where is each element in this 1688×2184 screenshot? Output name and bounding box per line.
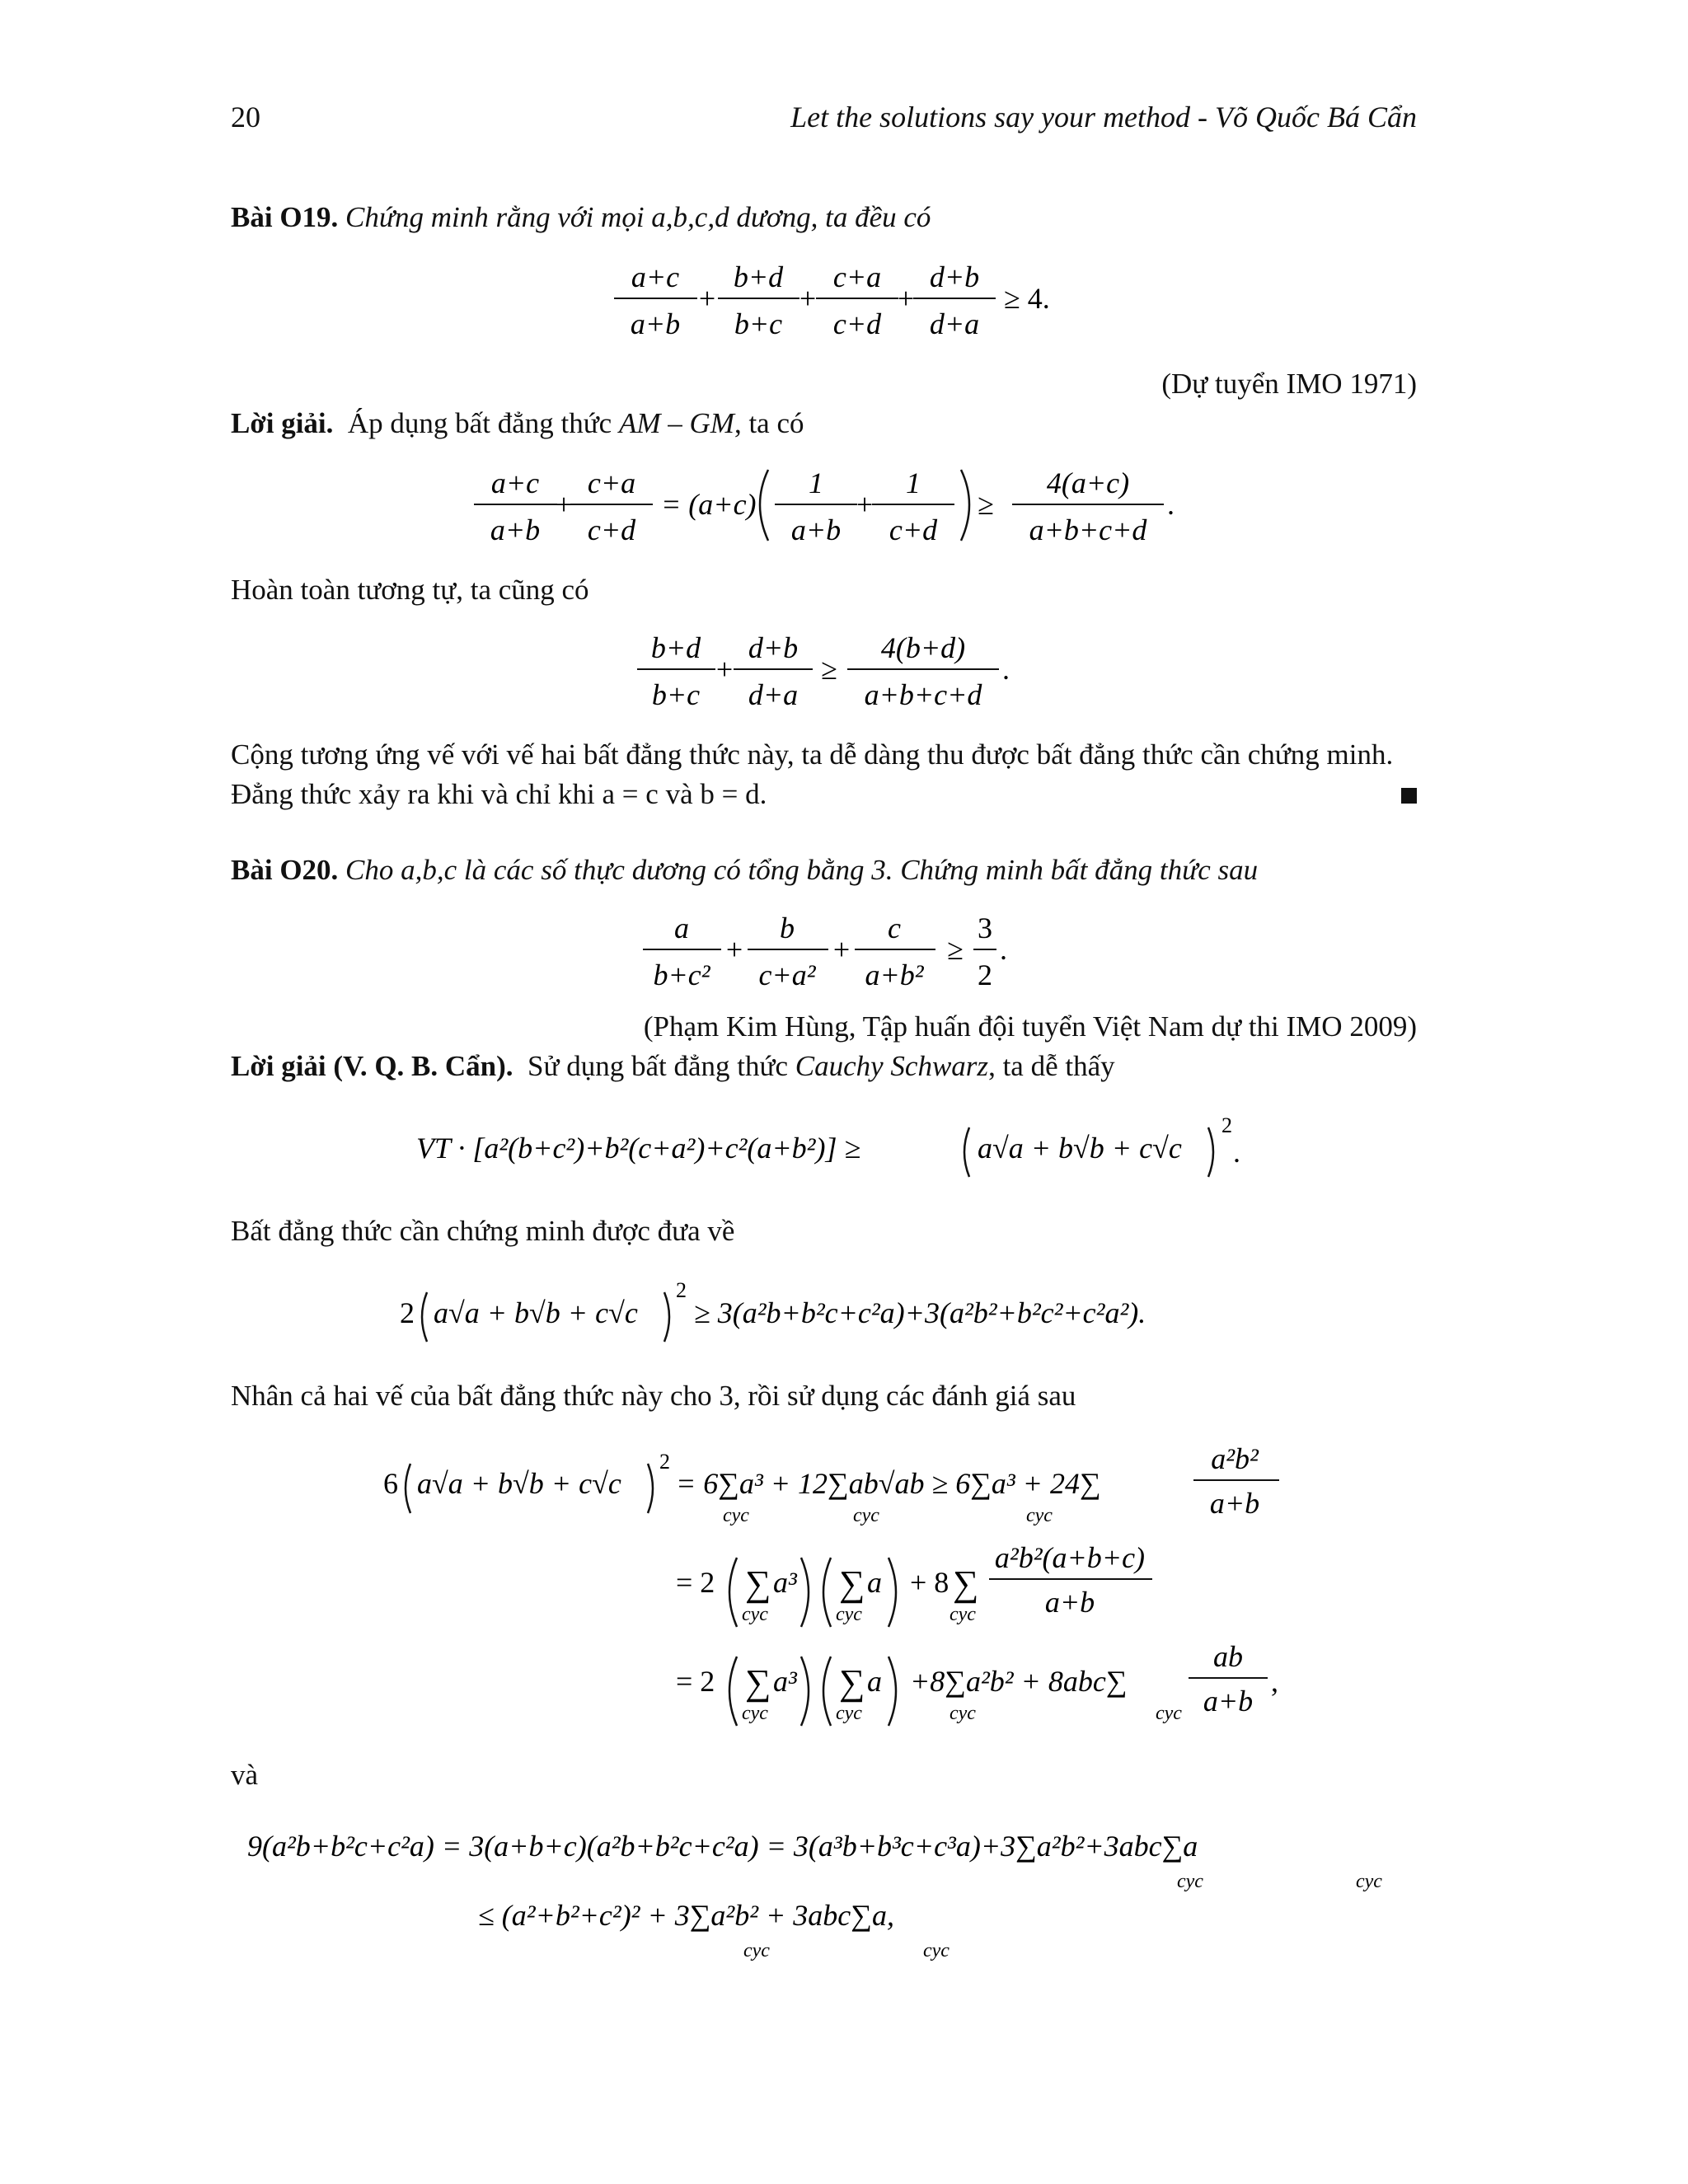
eq-o19-f1-num: a+c — [631, 260, 680, 293]
svg-text:a+b: a+b — [790, 513, 842, 546]
svg-text:a+b: a+b — [1203, 1685, 1254, 1718]
svg-text:.: . — [1233, 1136, 1240, 1169]
problem-o19-statement — [231, 198, 931, 237]
svg-text:∑: ∑ — [953, 1563, 979, 1604]
svg-text:2: 2 — [1221, 1113, 1232, 1137]
solution-o20-intro-after: , ta dễ thấy — [988, 1050, 1115, 1082]
solution-o20-intro — [231, 1047, 1115, 1086]
svg-text:a: a — [867, 1566, 882, 1599]
equation-o20-reduced — [396, 1277, 1286, 1343]
problem-o19-source: (Dự tuyển IMO 1971) — [1161, 368, 1417, 400]
svg-text:+: + — [715, 653, 734, 686]
problem-o20-label: Bài O20. — [231, 854, 339, 886]
svg-text:cyc: cyc — [1177, 1871, 1203, 1892]
svg-text:VT · [a²(b+c²)+b²(c+a²)+c²(a+b: VT · [a²(b+c²)+b²(c+a²)+c²(a+b²)] ≥ — [416, 1132, 861, 1165]
svg-text:+: + — [799, 282, 817, 315]
svg-text:cyc: cyc — [923, 1940, 950, 1961]
svg-text:≥: ≥ — [947, 933, 964, 966]
svg-text:cyc: cyc — [950, 1604, 976, 1625]
svg-text:+ 8: + 8 — [910, 1566, 950, 1599]
svg-text:a+b²: a+b² — [865, 958, 924, 991]
svg-text:cyc: cyc — [1026, 1505, 1053, 1526]
svg-text:.: . — [1002, 653, 1010, 686]
svg-text:b+d: b+d — [650, 631, 701, 664]
svg-text:cyc: cyc — [853, 1505, 879, 1526]
solution-o20-method: Cauchy Schwarz — [795, 1050, 989, 1082]
svg-text:+: + — [897, 282, 915, 315]
eq-o19-f3-den: c+d — [832, 307, 882, 340]
solution-o20-multiply: Nhân cả hai vế của bất đẳng thức này cho 3, rồi sử dụng các đánh giá sau — [231, 1380, 1076, 1412]
problem-o20-text: Cho a,b,c là các số thực dương có tổng bằng 3. Chứng minh bất đẳng thức sau — [345, 854, 1259, 886]
solution-o19-similar: Hoàn toàn tương tự, ta cũng có — [231, 574, 589, 606]
svg-text:a²b²(a+b+c): a²b²(a+b+c) — [994, 1541, 1146, 1574]
svg-text:3: 3 — [978, 912, 992, 944]
svg-text:.: . — [1000, 933, 1007, 966]
svg-text:a: a — [674, 912, 689, 944]
svg-text:= (a+c): = (a+c) — [661, 488, 757, 521]
solution-o19-intro-after: , ta có — [734, 407, 804, 439]
svg-text:2: 2 — [400, 1296, 415, 1329]
problem-o19-text: Chứng minh rằng với mọi a,b,c,d dương, ta đều có — [345, 201, 931, 233]
svg-text:≥ 3(a²b+b²c+c²a)+3(a²b²+b²c²+c: ≥ 3(a²b+b²c+c²a)+3(a²b²+b²c²+c²a²). — [694, 1296, 1146, 1329]
svg-text:a+b+c+d: a+b+c+d — [1029, 513, 1147, 546]
solution-o19-intro-text: Áp dụng bất đẳng thức — [347, 407, 612, 439]
eq-o19-rhs: ≥ 4. — [1004, 282, 1050, 315]
svg-text:cyc: cyc — [742, 1703, 768, 1724]
svg-text:+: + — [555, 488, 573, 521]
svg-text:cyc: cyc — [1156, 1703, 1182, 1724]
solution-o19-conclusion-1: Cộng tương ứng vế với vế hai bất đẳng thức này, ta dễ dàng thu được bất đẳng thức cần chứng minh. — [231, 738, 1394, 771]
svg-text:4(a+c): 4(a+c) — [1046, 466, 1130, 499]
svg-text:.: . — [1167, 488, 1175, 521]
svg-text:+: + — [856, 488, 874, 521]
svg-text:2: 2 — [676, 1278, 687, 1302]
svg-text:2: 2 — [978, 958, 992, 991]
svg-text:∑: ∑ — [745, 1563, 771, 1604]
eq-o19-f4-num: d+b — [929, 260, 980, 293]
svg-text:c+d: c+d — [587, 513, 636, 546]
svg-text:a²b²: a²b² — [1211, 1442, 1259, 1475]
svg-text:= 2: = 2 — [676, 1566, 715, 1599]
svg-text:c+d: c+d — [889, 513, 938, 546]
svg-text:cyc: cyc — [836, 1604, 862, 1625]
svg-text:≤ (a²+b²+c²)² + 3∑a²b² + 3abc∑: ≤ (a²+b²+c²)² + 3∑a²b² + 3abc∑a, — [478, 1899, 894, 1932]
svg-text:,: , — [1271, 1665, 1278, 1698]
svg-text:a√a + b√b + c√c: a√a + b√b + c√c — [434, 1296, 638, 1329]
svg-text:a+b: a+b — [1209, 1487, 1260, 1520]
eq-o19-f3-num: c+a — [832, 260, 882, 293]
eq-o19-f2-den: b+c — [734, 307, 783, 340]
svg-text:d+b: d+b — [748, 631, 799, 664]
equation-o20-last — [239, 1805, 1426, 1970]
equation-o19-main — [610, 255, 1071, 346]
svg-text:d+a: d+a — [748, 678, 799, 711]
svg-text:cyc: cyc — [950, 1703, 976, 1724]
svg-text:+: + — [725, 933, 743, 966]
qed-square-icon — [1401, 788, 1417, 804]
svg-text:∑: ∑ — [839, 1563, 865, 1604]
running-title: Let the solutions say your method - Võ Quốc Bá Cẩn — [790, 101, 1417, 134]
solution-o19-intro — [231, 404, 804, 443]
svg-text:+: + — [698, 282, 716, 315]
equation-o20-aligned-1 — [379, 1434, 1302, 1747]
eq-o19-f2-num: b+d — [733, 260, 784, 293]
word-and: và — [231, 1759, 259, 1791]
svg-text:cyc: cyc — [1356, 1871, 1382, 1892]
svg-text:9(a²b+b²c+c²a) = 3(a+b+c)(a²b+: 9(a²b+b²c+c²a) = 3(a+b+c)(a²b+b²c+c²a) = 3(a³b+b³c+c³a)+3∑a²b²+3abc∑a — [247, 1830, 1198, 1863]
solution-o19-conclusion-2: Đẳng thức xảy ra khi và chỉ khi a = c và b = d. — [231, 778, 767, 810]
svg-text:c+a²: c+a² — [758, 958, 816, 991]
svg-text:cyc: cyc — [742, 1604, 768, 1625]
svg-text:ab: ab — [1213, 1640, 1243, 1673]
svg-text:= 2: = 2 — [676, 1665, 715, 1698]
svg-text:≥: ≥ — [821, 653, 837, 686]
svg-text:+8∑a²b² + 8abc∑: +8∑a²b² + 8abc∑ — [910, 1665, 1128, 1698]
equation-o20-main — [639, 907, 1026, 997]
problem-o20-source: (Phạm Kim Hùng, Tập huấn đội tuyển Việt Nam dự thi IMO 2009) — [643, 1010, 1417, 1043]
svg-text:1: 1 — [906, 466, 921, 499]
svg-text:2: 2 — [659, 1450, 670, 1474]
svg-text:4(b+d): 4(b+d) — [880, 631, 966, 664]
svg-text:a+b+c+d: a+b+c+d — [864, 678, 982, 711]
svg-text:a+c: a+c — [490, 466, 540, 499]
svg-text:cyc: cyc — [723, 1505, 749, 1526]
svg-text:c+a: c+a — [587, 466, 636, 499]
solution-o20-intro-text: Sử dụng bất đẳng thức — [528, 1050, 789, 1082]
equation-o19-similar — [635, 626, 1047, 717]
solution-o20-reduce: Bất đẳng thức cần chứng minh được đưa về — [231, 1215, 735, 1247]
svg-text:a: a — [867, 1665, 882, 1698]
solution-o20-label: Lời giải (V. Q. B. Cẩn). — [231, 1050, 513, 1082]
equation-o19-amgm — [470, 462, 1212, 552]
svg-text:a³: a³ — [773, 1566, 797, 1599]
svg-text:6: 6 — [383, 1467, 398, 1500]
page-number: 20 — [231, 101, 260, 134]
svg-text:c: c — [888, 912, 901, 944]
svg-text:cyc: cyc — [743, 1940, 770, 1961]
svg-text:= 6∑a³ + 12∑ab√ab ≥ 6∑a³ + 24∑: = 6∑a³ + 12∑ab√ab ≥ 6∑a³ + 24∑ — [676, 1467, 1101, 1500]
svg-text:a+b: a+b — [490, 513, 541, 546]
solution-o19-label: Lời giải. — [231, 407, 334, 439]
svg-text:cyc: cyc — [836, 1703, 862, 1724]
svg-text:b+c: b+c — [651, 678, 701, 711]
svg-text:+: + — [832, 933, 851, 966]
svg-text:a+b: a+b — [1044, 1586, 1095, 1619]
svg-text:a√a + b√b + c√c: a√a + b√b + c√c — [417, 1467, 621, 1500]
problem-o19-label: Bài O19. — [231, 201, 339, 233]
svg-text:≥: ≥ — [978, 488, 994, 521]
svg-text:b+c²: b+c² — [653, 958, 710, 991]
svg-text:∑: ∑ — [745, 1662, 771, 1703]
svg-text:∑: ∑ — [839, 1662, 865, 1703]
svg-text:a³: a³ — [773, 1665, 797, 1698]
problem-o20-statement — [231, 851, 1258, 890]
eq-o19-f4-den: d+a — [929, 307, 980, 340]
eq-o19-f1-den: a+b — [630, 307, 681, 340]
svg-text:b: b — [780, 912, 795, 944]
solution-o19-method: AM – GM — [618, 407, 734, 439]
equation-o20-cauchy — [412, 1113, 1286, 1179]
svg-text:1: 1 — [809, 466, 823, 499]
svg-text:a√a + b√b + c√c: a√a + b√b + c√c — [978, 1132, 1182, 1165]
